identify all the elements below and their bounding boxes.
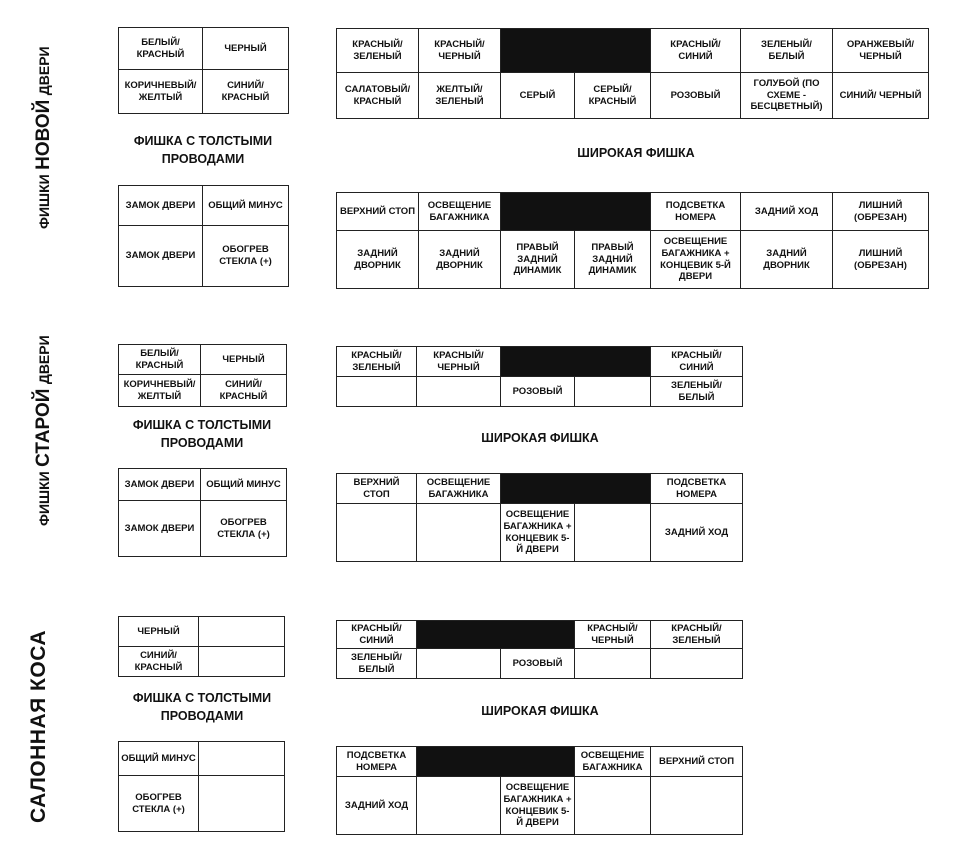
cell: ОСВЕЩЕНИЕ БАГАЖНИКА [419, 193, 501, 231]
old-door-wide-colors-table [336, 346, 743, 407]
cell [417, 377, 501, 407]
cell: КРАСНЫЙ/ ЗЕЛЕНЫЙ [337, 29, 419, 73]
caption-line: ПРОВОДАМИ [161, 152, 245, 167]
cell: ЗЕЛЕНЫЙ/ БЕЛЫЙ [337, 649, 417, 679]
cell: КРАСНЫЙ/ ЗЕЛЕНЫЙ [651, 621, 743, 649]
side-label-suffix: ДВЕРИ [36, 46, 52, 96]
cell: ЗЕЛЕНЫЙ/ БЕЛЫЙ [741, 29, 833, 73]
cell: СИНИЙ/ ЧЕРНЫЙ [833, 73, 929, 119]
cell: КРАСНЫЙ/ ЗЕЛЕНЫЙ [337, 347, 417, 377]
cell: КРАСНЫЙ/ ЧЕРНЫЙ [419, 29, 501, 73]
cell: ЗАДНИЙ ХОД [741, 193, 833, 231]
cell [575, 504, 651, 562]
cell: ВЕРХНИЙ СТОП [337, 193, 419, 231]
cell: СЕРЫЙ/ КРАСНЫЙ [575, 73, 651, 119]
new-door-small-functions-table [118, 185, 289, 287]
cell: ВЕРХНИЙ СТОП [337, 474, 417, 504]
caption-wide-connector: ШИРОКАЯ ФИШКА [481, 704, 599, 718]
cabin-small-colors-table [118, 616, 285, 677]
cell: СИНИЙ/ КРАСНЫЙ [119, 647, 199, 677]
cell: ВЕРХНИЙ СТОП [651, 747, 743, 777]
side-label-suffix: ДВЕРИ [36, 335, 52, 385]
cell [337, 377, 417, 407]
cell: ЗЕЛЕНЫЙ/ БЕЛЫЙ [651, 377, 743, 407]
blocked-pin [417, 621, 575, 649]
old-door-small-colors-table [118, 344, 287, 407]
old-door-wide-functions-table [336, 473, 743, 562]
caption-line: ФИШКА С ТОЛСТЫМИ [133, 134, 273, 148]
old-door-small-functions-table [118, 468, 287, 557]
cabin-wide-functions-table [336, 746, 743, 835]
new-door-wide-colors-table [336, 28, 929, 119]
cell: ОБЩИЙ МИНУС [203, 186, 289, 226]
side-label-new-door [33, 46, 57, 229]
caption-line: ПРОВОДАМИ [160, 709, 244, 724]
cell: РОЗОВЫЙ [501, 649, 575, 679]
blocked-pin [417, 747, 575, 777]
cell: ОБЩИЙ МИНУС [119, 742, 199, 776]
cell: ОСВЕЩЕНИЕ БАГАЖНИКА + КОНЦЕВИК 5-Й ДВЕРИ [501, 777, 575, 835]
new-door-wide-functions-table [336, 192, 929, 289]
cell: ОРАНЖЕВЫЙ/ ЧЕРНЫЙ [833, 29, 929, 73]
cell: ПОДСВЕТКА НОМЕРА [337, 747, 417, 777]
cell: ЛИШНИЙ (ОБРЕЗАН) [833, 231, 929, 289]
cell: ЗАДНИЙ ДВОРНИК [741, 231, 833, 289]
cell [199, 776, 285, 832]
caption-thick-wires [108, 132, 298, 168]
cell: ОСВЕЩЕНИЕ БАГАЖНИКА [417, 474, 501, 504]
cell [199, 647, 285, 677]
cell: ПРАВЫЙ ЗАДНИЙ ДИНАМИК [501, 231, 575, 289]
cell: ОБОГРЕВ СТЕКЛА (+) [119, 776, 199, 832]
cell: ЗАДНИЙ ХОД [337, 777, 417, 835]
cell: СИНИЙ/ КРАСНЫЙ [201, 375, 287, 407]
cell [199, 617, 285, 647]
cell: КРАСНЫЙ/ ЧЕРНЫЙ [575, 621, 651, 649]
side-label-emphasis: СТАРОЙ [33, 388, 54, 467]
side-label-prefix: ФИШКИ [36, 471, 52, 526]
caption-wide-connector: ШИРОКАЯ ФИШКА [577, 146, 695, 160]
cell [651, 649, 743, 679]
cell [575, 377, 651, 407]
new-door-small-colors-table [118, 27, 289, 114]
cell: ЗАМОК ДВЕРИ [119, 186, 203, 226]
caption-line: ПРОВОДАМИ [160, 436, 244, 451]
cell: ЛИШНИЙ (ОБРЕЗАН) [833, 193, 929, 231]
cell [337, 504, 417, 562]
cell: ЧЕРНЫЙ [201, 345, 287, 375]
cell: ЗАДНИЙ ХОД [651, 504, 743, 562]
caption-thick-wires [107, 689, 297, 725]
cell: РОЗОВЫЙ [501, 377, 575, 407]
cell: ПОДСВЕТКА НОМЕРА [651, 193, 741, 231]
cell: ЗАМОК ДВЕРИ [119, 469, 201, 501]
cell: ЗАДНИЙ ДВОРНИК [419, 231, 501, 289]
cell [417, 649, 501, 679]
cell [417, 777, 501, 835]
cell: ОБОГРЕВ СТЕКЛА (+) [203, 226, 289, 287]
cabin-small-functions-table [118, 741, 285, 832]
blocked-pin [501, 347, 651, 377]
cell: КРАСНЫЙ/ СИНИЙ [651, 29, 741, 73]
caption-line: ФИШКА С ТОЛСТЫМИ [132, 418, 272, 432]
cell: ГОЛУБОЙ (ПО СХЕМЕ - БЕСЦВЕТНЫЙ) [741, 73, 833, 119]
cell: КРАСНЫЙ/ СИНИЙ [651, 347, 743, 377]
cell [651, 777, 743, 835]
blocked-pin [501, 474, 651, 504]
blocked-pin [501, 193, 651, 231]
cell: ЗАМОК ДВЕРИ [119, 501, 201, 557]
cell: ОСВЕЩЕНИЕ БАГАЖНИКА + КОНЦЕВИК 5-Й ДВЕРИ [501, 504, 575, 562]
side-label-old-door [33, 335, 57, 526]
cell: ОСВЕЩЕНИЕ БАГАЖНИКА + КОНЦЕВИК 5-Й ДВЕРИ [651, 231, 741, 289]
blocked-pin [501, 29, 651, 73]
cell: ЧЕРНЫЙ [119, 617, 199, 647]
side-label-cabin: САЛОННАЯ КОСА [27, 629, 50, 823]
cell: ОБЩИЙ МИНУС [201, 469, 287, 501]
cell [575, 777, 651, 835]
cell [199, 742, 285, 776]
caption-line: ФИШКА С ТОЛСТЫМИ [132, 691, 272, 705]
cell: РОЗОВЫЙ [651, 73, 741, 119]
cell [575, 649, 651, 679]
cell: СИНИЙ/ КРАСНЫЙ [203, 70, 289, 114]
side-label-prefix: ФИШКИ [36, 174, 52, 229]
cell: КРАСНЫЙ/ СИНИЙ [337, 621, 417, 649]
cell: ЧЕРНЫЙ [203, 28, 289, 70]
cell: ОБОГРЕВ СТЕКЛА (+) [201, 501, 287, 557]
cell: ЖЕЛТЫЙ/ ЗЕЛЕНЫЙ [419, 73, 501, 119]
cell: ЗАМОК ДВЕРИ [119, 226, 203, 287]
cabin-wide-colors-table [336, 620, 743, 679]
cell: СЕРЫЙ [501, 73, 575, 119]
cell: БЕЛЫЙ/ КРАСНЫЙ [119, 28, 203, 70]
cell: ПОДСВЕТКА НОМЕРА [651, 474, 743, 504]
cell: КРАСНЫЙ/ ЧЕРНЫЙ [417, 347, 501, 377]
cell [417, 504, 501, 562]
side-label-emphasis: НОВОЙ [33, 99, 54, 170]
caption-wide-connector: ШИРОКАЯ ФИШКА [481, 431, 599, 445]
cell: КОРИЧНЕВЫЙ/ ЖЕЛТЫЙ [119, 70, 203, 114]
cell: ОСВЕЩЕНИЕ БАГАЖНИКА [575, 747, 651, 777]
cell: ЗАДНИЙ ДВОРНИК [337, 231, 419, 289]
caption-thick-wires [107, 416, 297, 452]
cell: ПРАВЫЙ ЗАДНИЙ ДИНАМИК [575, 231, 651, 289]
cell: БЕЛЫЙ/ КРАСНЫЙ [119, 345, 201, 375]
cell: КОРИЧНЕВЫЙ/ ЖЕЛТЫЙ [119, 375, 201, 407]
cell: САЛАТОВЫЙ/ КРАСНЫЙ [337, 73, 419, 119]
